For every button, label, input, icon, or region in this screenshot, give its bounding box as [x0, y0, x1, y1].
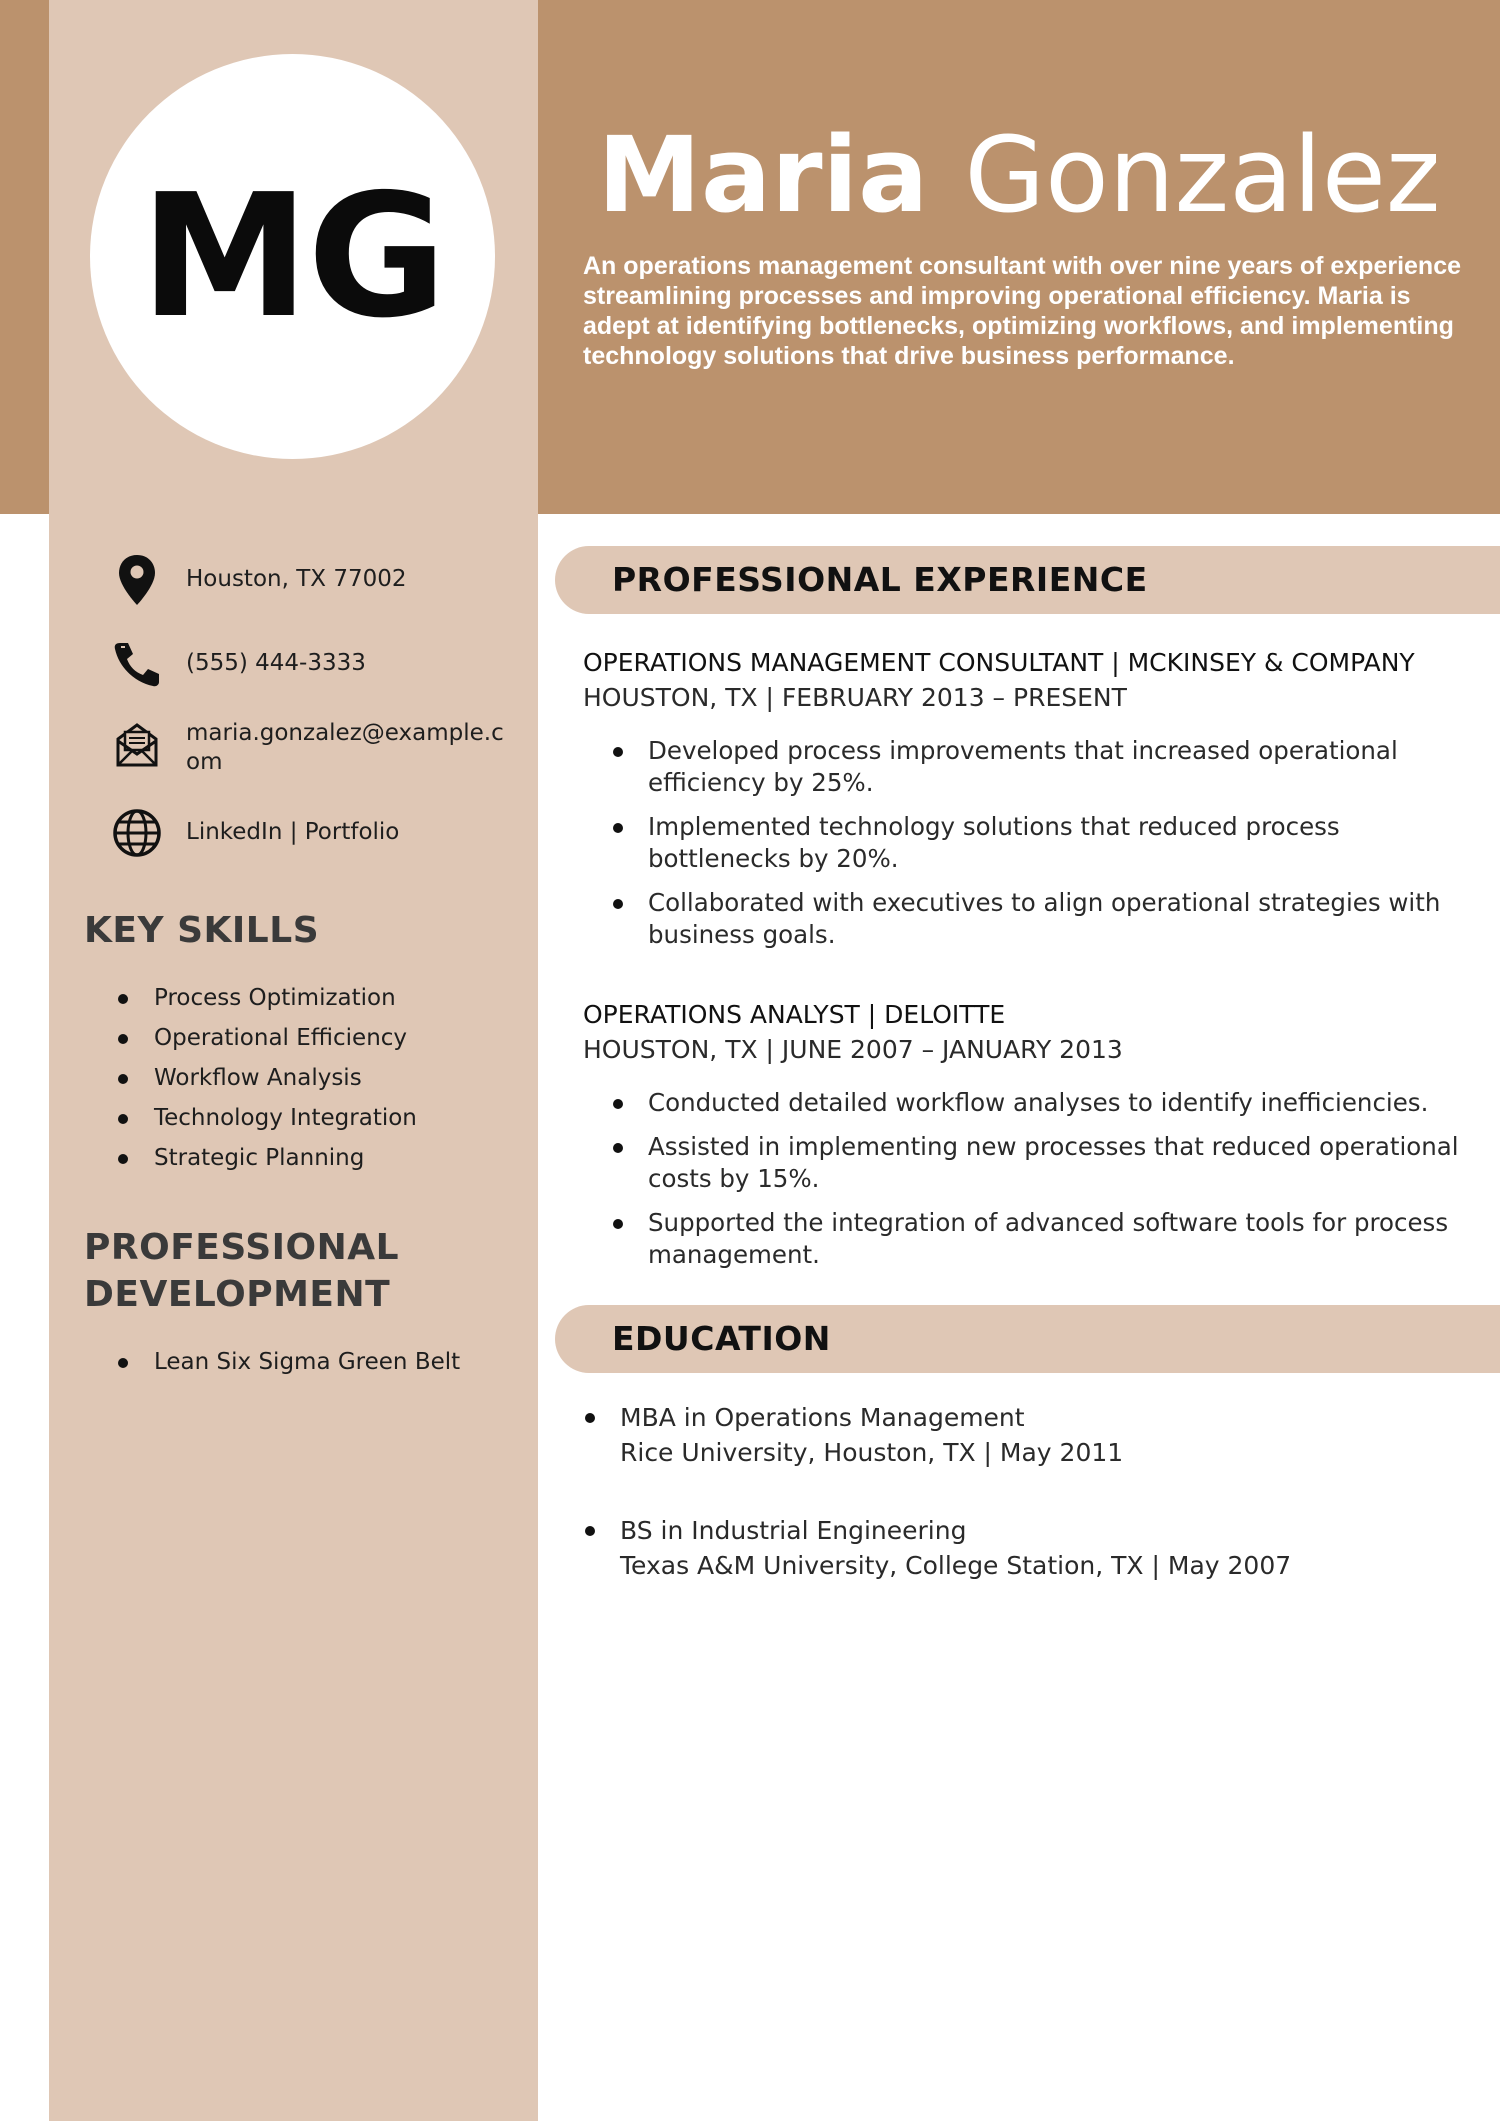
job-bullet: Developed process improvements that increased operational efficiency by 25%. — [583, 735, 1483, 799]
last-name: Gonzalez — [964, 114, 1441, 236]
job-bullet: Supported the integration of advanced software tools for process management. — [583, 1207, 1483, 1271]
school: Rice University, Houston, TX | May 2011 — [620, 1438, 1124, 1467]
job-title: OPERATIONS MANAGEMENT CONSULTANT | MCKINSEY & COMPANY — [583, 648, 1415, 677]
location-text: Houston, TX 77002 — [186, 566, 407, 592]
skill-item: Process Optimization — [84, 978, 417, 1018]
skill-item: Operational Efficiency — [84, 1018, 417, 1058]
key-skills-heading: KEY SKILLS — [84, 910, 320, 951]
first-name: Maria — [597, 114, 929, 236]
monogram-avatar — [90, 54, 495, 459]
skill-item: Strategic Planning — [84, 1138, 417, 1178]
job-bullet: Conducted detailed workflow analyses to identify inefficiencies. — [583, 1087, 1483, 1119]
professional-development-heading — [84, 1224, 399, 1318]
profile-summary: An operations management consultant with over nine years of experience streamlining processes and improving operational efficiency. Maria is adept at identifying bottlenecks, optimizing workflows, and implementing technology solutions that drive business performance. — [583, 252, 1462, 370]
job-bullet: Assisted in implementing new processes that reduced operational costs by 15%. — [583, 1131, 1483, 1195]
job-meta: HOUSTON, TX | JUNE 2007 – JANUARY 2013 — [583, 1035, 1123, 1064]
job-title: OPERATIONS ANALYST | DELOITTE — [583, 1000, 1006, 1029]
job-bullet: Implemented technology solutions that reduced process bottlenecks by 20%. — [583, 811, 1483, 875]
skill-item: Workflow Analysis — [84, 1058, 417, 1098]
education-entry — [583, 1513, 1483, 1583]
phone-text[interactable]: (555) 444-3333 — [186, 650, 366, 676]
contact-links — [110, 806, 506, 860]
job-meta: HOUSTON, TX | FEBRUARY 2013 – PRESENT — [583, 683, 1127, 712]
heading-line: PROFESSIONAL — [84, 1227, 400, 1268]
job-entry — [583, 645, 1483, 963]
contact-phone — [110, 637, 506, 691]
globe-icon — [110, 806, 164, 860]
experience-section-header — [555, 546, 1500, 614]
job-bullets — [583, 735, 1483, 951]
heading-line: DEVELOPMENT — [84, 1274, 391, 1315]
profile-links[interactable]: LinkedIn | Portfolio — [186, 819, 400, 845]
key-skills-list — [84, 978, 417, 1178]
envelope-icon — [110, 717, 164, 771]
job-bullet: Collaborated with executives to align operational strategies with business goals. — [583, 887, 1483, 951]
development-list — [84, 1342, 460, 1382]
map-pin-icon — [110, 553, 164, 607]
phone-icon — [110, 637, 164, 691]
education-section-header — [555, 1305, 1500, 1373]
skill-item: Technology Integration — [84, 1098, 417, 1138]
education-heading: EDUCATION — [612, 1319, 831, 1358]
email-link[interactable]: maria.gonzalez@example.com — [186, 720, 504, 775]
school: Texas A&M University, College Station, TX | May 2007 — [620, 1551, 1292, 1580]
degree: BS in Industrial Engineering — [620, 1516, 967, 1545]
job-entry — [583, 997, 1483, 1283]
contact-email — [110, 717, 506, 777]
monogram-initials: MG — [140, 157, 445, 356]
development-item: Lean Six Sigma Green Belt — [84, 1342, 460, 1382]
candidate-name — [538, 114, 1500, 236]
education-entry — [583, 1400, 1483, 1470]
contact-location — [110, 553, 506, 607]
job-bullets — [583, 1087, 1483, 1271]
experience-heading: PROFESSIONAL EXPERIENCE — [612, 560, 1148, 599]
degree: MBA in Operations Management — [620, 1403, 1025, 1432]
